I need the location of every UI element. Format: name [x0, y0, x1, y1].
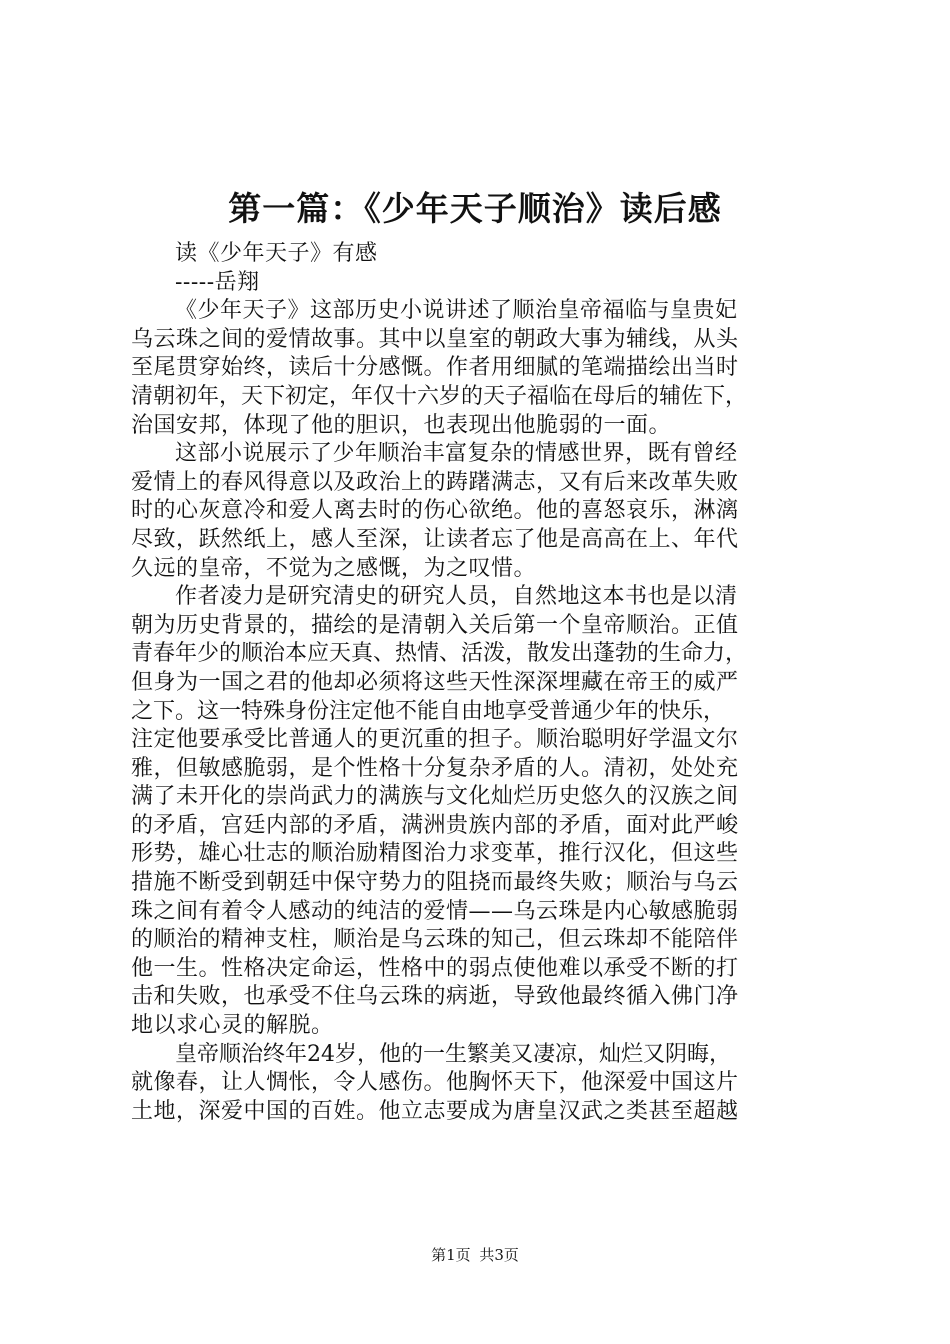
paragraph-line: 尽致，跃然纸上，感人至深，让读者忘了他是高高在上、年代	[131, 526, 739, 552]
paragraph-line: 击和失败，也承受不住乌云珠的病逝，导致他最终循入佛门净	[131, 984, 739, 1010]
subtitle-line: 读《少年天子》有感	[175, 241, 378, 266]
paragraph-line: 清朝初年，天下初定，年仅十六岁的天子福临在母后的辅佐下，	[131, 383, 748, 409]
author-line: -----岳翔	[175, 269, 260, 295]
paragraph-line: 《少年天子》这部历史小说讲述了顺治皇帝福临与皇贵妃	[175, 298, 738, 324]
paragraph-line: 地以求心灵的解脱。	[131, 1013, 334, 1039]
paragraph-line: 时的心灰意冷和爱人离去时的伤心欲绝。他的喜怒哀乐，淋漓	[131, 498, 739, 524]
paragraph-line: 作者凌力是研究清史的研究人员，自然地这本书也是以清	[175, 584, 738, 610]
paragraph-line: 朝为历史背景的，描绘的是清朝入关后第一个皇帝顺治。正值	[131, 612, 739, 638]
paragraph-line: 之下。这一特殊身份注定他不能自由地享受普通少年的快乐，	[131, 698, 726, 724]
paragraph-line: 注定他要承受比普通人的更沉重的担子。顺治聪明好学温文尔	[131, 727, 739, 753]
paragraph-line: 他一生。性格决定命运，性格中的弱点使他难以承受不断的打	[131, 955, 739, 981]
paragraph-line: 治国安邦，体现了他的胆识，也表现出他脆弱的一面。	[131, 412, 672, 438]
page-footer	[0, 1245, 950, 1265]
paragraph-line: 形势，雄心壮志的顺治励精图治力求变革，推行汉化，但这些	[131, 841, 739, 867]
paragraph-line: 珠之间有着令人感动的纯洁的爱情——乌云珠是内心敏感脆弱	[131, 898, 739, 924]
paragraph-line: 满了未开化的崇尚武力的满族与文化灿烂历史悠久的汉族之间	[131, 784, 739, 810]
paragraph-line: 就像春，让人惆怅，令人感伤。他胸怀天下，他深爱中国这片	[131, 1070, 739, 1096]
paragraph-line: 至尾贯穿始终，读后十分感慨。作者用细腻的笔端描绘出当时	[131, 355, 739, 381]
paragraph-line: 雅，但敏感脆弱，是个性格十分复杂矛盾的人。清初，处处充	[131, 755, 739, 781]
paragraph-line: 这部小说展示了少年顺治丰富复杂的情感世界，既有曾经	[175, 441, 738, 467]
paragraph-line: 乌云珠之间的爱情故事。其中以皇室的朝政大事为辅线，从头	[131, 326, 739, 352]
paragraph-line: 皇帝顺治终年24岁，他的一生繁美又凄凉，灿烂又阴晦，	[175, 1041, 731, 1067]
paragraph-line: 久远的皇帝，不觉为之感慨，为之叹惜。	[131, 555, 537, 581]
document-title: 第一篇：《少年天子顺治》读后感	[228, 189, 722, 228]
page-number: 第1页	[431, 1246, 471, 1264]
paragraph-line: 青春年少的顺治本应天真、热情、活泼，散发出蓬勃的生命力，	[131, 641, 748, 667]
document-body	[131, 240, 831, 1126]
paragraph-line: 的顺治的精神支柱，顺治是乌云珠的知己，但云珠却不能陪伴	[131, 927, 739, 953]
paragraph-line: 但身为一国之君的他却必须将这些天性深深埋藏在帝王的威严	[131, 669, 739, 695]
paragraph-line: 爱情上的春风得意以及政治上的踌躇满志，又有后来改革失败	[131, 469, 739, 495]
paragraph-line: 的矛盾，宫廷内部的矛盾，满洲贵族内部的矛盾，面对此严峻	[131, 812, 739, 838]
paragraph-line: 措施不断受到朝廷中保守势力的阻挠而最终失败；顺治与乌云	[131, 870, 739, 896]
page-total: 共3页	[479, 1246, 519, 1264]
paragraph-line: 土地，深爱中国的百姓。他立志要成为唐皇汉武之类甚至超越	[131, 1098, 739, 1124]
